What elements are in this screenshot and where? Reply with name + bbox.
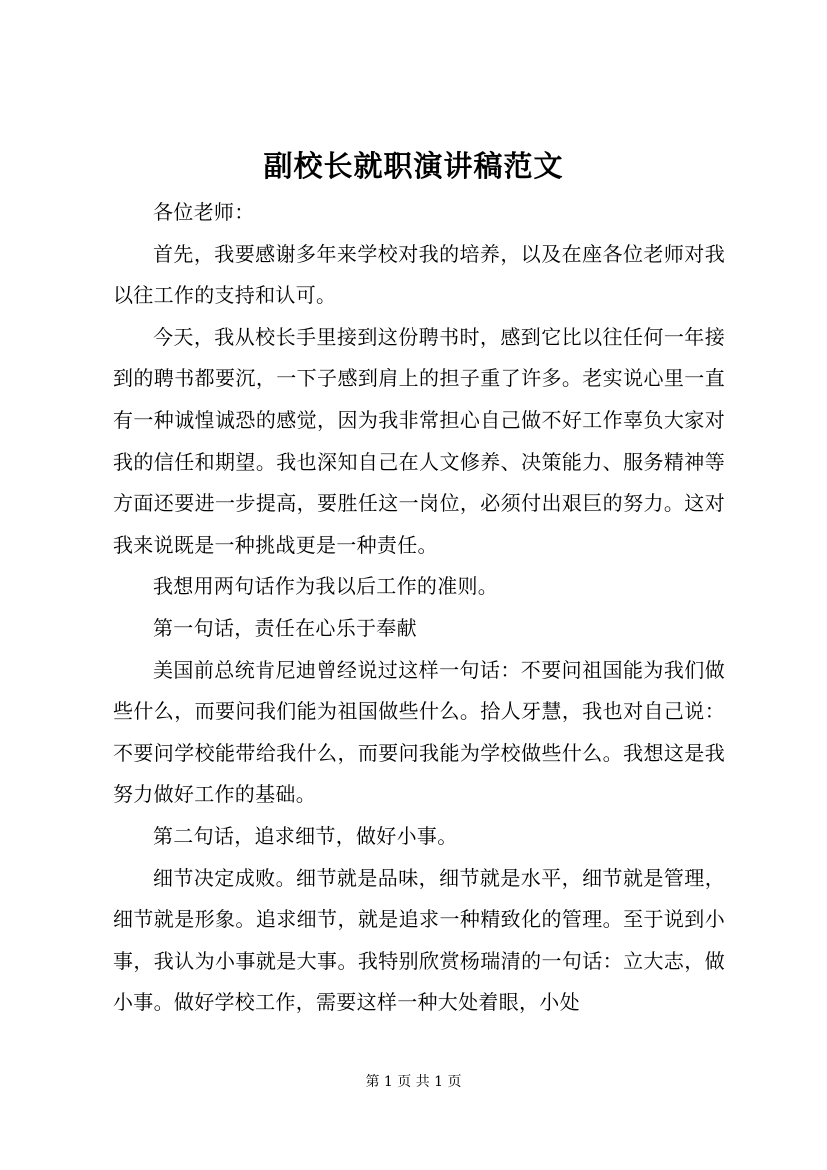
paragraph-thanks: 首先，我要感谢多年来学校对我的培养，以及在座各位老师对我以往工作的支持和认可。: [113, 241, 725, 308]
paragraph-second-principle: 第二句话，追求细节，做好小事。: [153, 823, 458, 848]
document-title: 副校长就职演讲稿范文: [263, 149, 564, 183]
paragraph-first-principle: 第一句话，责任在心乐于奉献: [153, 615, 417, 640]
page-footer: 第 1 页 共 1 页: [365, 1074, 462, 1090]
paragraph-principles-intro: 我想用两句话作为我以后工作的准则。: [153, 574, 499, 599]
paragraph-details: 细节决定成败。细节就是品味，细节就是水平，细节就是管理，细节就是形象。追求细节，就是追求一种精致化的管理。至于说到小事，我认为小事就是大事。我特别欣赏杨瑞清的一句话：立大志，做小事。做好学校工作，需要这样一种大处着眼，小处: [113, 865, 725, 1015]
document-body: [113, 192, 725, 1024]
paragraph-appointment: 今天，我从校长手里接到这份聘书时，感到它比以往任何一年接到的聘书都要沉，一下子感到肩上的担子重了许多。老实说心里一直有一种诚惶诚恐的感觉，因为我非常担心自己做不好工作辜负大家对我的信任和期望。我也深知自己在人文修养、决策能力、服务精神等方面还要进一步提高，要胜任这一岗位，必须付出艰巨的努力。这对我来说既是一种挑战更是一种责任。: [113, 324, 725, 557]
paragraph-salutation: 各位老师：: [153, 200, 255, 224]
paragraph-kennedy-quote: 美国前总统肯尼迪曾经说过这样一句话：不要问祖国能为我们做些什么，而要问我们能为祖国做些什么。拾人牙慧，我也对自己说：不要问学校能带给我什么，而要问我能为学校做些什么。我想这是我努力做好工作的基础。: [113, 657, 725, 807]
